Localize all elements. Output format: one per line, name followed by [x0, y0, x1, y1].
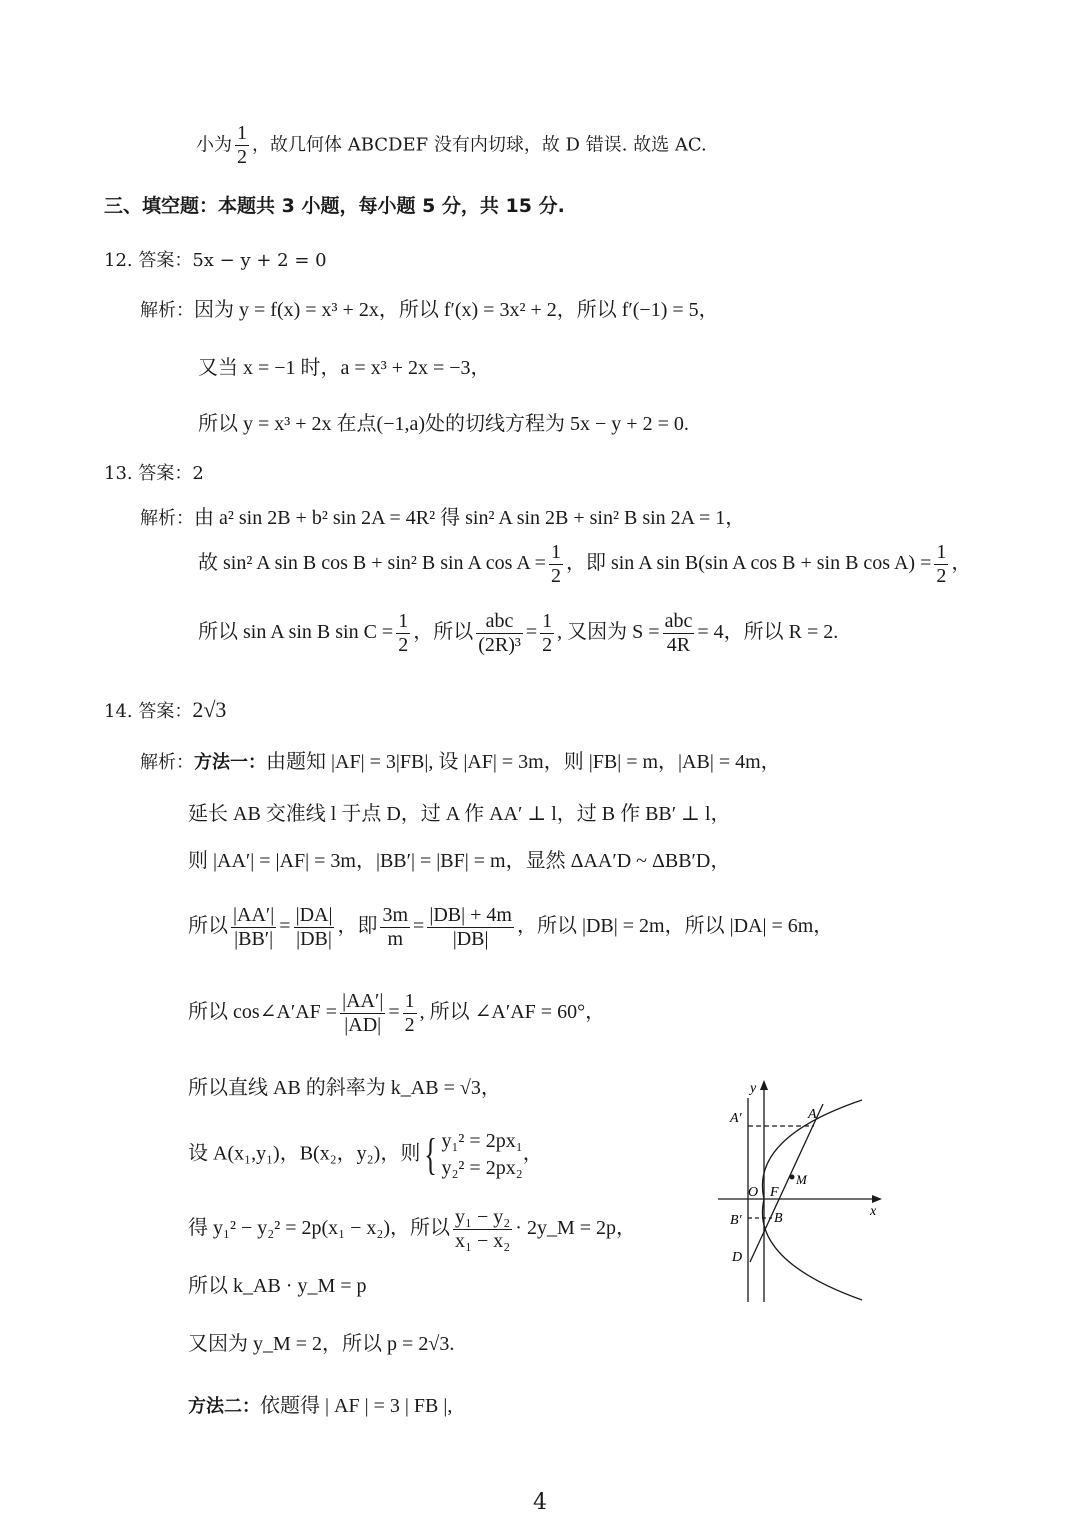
fraction-one-half: $\frac{1}{2}$: [404, 990, 415, 1036]
label-B: B: [774, 1211, 783, 1226]
point-M: [790, 1175, 795, 1180]
equation-system: y₁² = 2px₁ y₂² = 2px₂: [441, 1130, 523, 1179]
q13-answer: 13. 答案：2: [104, 463, 204, 484]
fraction-one-half: $\frac{1}{2}$: [398, 610, 409, 656]
line-AB: [750, 1104, 823, 1262]
parabola-diagram: [712, 1078, 892, 1308]
label-D: D: [732, 1250, 743, 1265]
label-F: F: [770, 1185, 779, 1200]
fraction-one-half: $\frac{1}{2}$: [936, 541, 947, 587]
section-heading: 三、填空题：本题共 3 小题，每小题 5 分，共 15 分.: [104, 195, 565, 217]
fraction-DA-over-DB: $\frac{|DA|}{|DB|}$: [295, 904, 333, 950]
label-B-prime: B′: [730, 1213, 742, 1228]
fraction-one-half: $\frac{1}{2}$: [542, 610, 553, 656]
fraction-one-half: $\frac{1}{2}$: [550, 541, 561, 587]
q13-analysis-line3: 所以 sin A sin B sin C = $\frac{1}{2}$ ，所以 $\frac{\text{abc}}{\text{(2R)³}}$ = $\frac{1}{2}$ , 又因为 S = $\frac{\text{abc}}{4R}$ = 4，所以 R = 2.: [198, 610, 839, 656]
q14-method1-line2: 延长 AB 交准线 l 于点 D，过 A 作 AA′ ⊥ l，过 B 作 BB′ ⊥ l，: [188, 803, 731, 825]
q14-method1-line4: 所以 $\frac{|AA'|}{|BB'|}$ = $\frac{|DA|}{|DB|}$ ，即 $\frac{3m}{m}$ = $\frac{|DB| + 4m}{|DB|}$ ，所以 |DB| = 2m，所以 |DA| = 6m，: [188, 904, 834, 950]
q14-method1-line6: 所以直线 AB 的斜率为 k_AB = √3，: [188, 1077, 501, 1099]
label-A-prime: A′: [730, 1111, 742, 1126]
fraction-dy-over-dx: $\frac{\text{y₁ − y₂}}{\text{x₁ − x₂}}$: [455, 1206, 511, 1252]
q14-method2-line1: 方法二：依题得 | AF | = 3 | FB |,: [188, 1395, 453, 1417]
x-axis-arrow: [872, 1195, 882, 1203]
q13-analysis-line1: 解析：由 a² sin 2B + b² sin 2A = 4R² 得 sin² A sin 2B + sin² B sin 2A = 1，: [140, 507, 746, 529]
label-O: O: [748, 1185, 759, 1200]
fraction-one-half: $\frac{1}{2}$: [237, 122, 247, 168]
fraction-AA-over-BB: $\frac{|AA'|}{|BB'|}$: [233, 904, 275, 950]
label-M: M: [796, 1172, 807, 1187]
q12-answer: 12. 答案：5x − y + 2 = 0: [104, 250, 327, 271]
q14-method1-line3: 则 |AA′| = |AF| = 3m，|BB′| = |BF| = m，显然 ΔAA′D ~ ΔBB′D，: [188, 850, 731, 872]
q14-method1-line5: 所以 cos∠A′AF = $\frac{|AA'|}{|AD|}$ = $\frac{1}{2}$ , 所以 ∠A′AF = 60°，: [188, 990, 606, 1036]
parabola-curve: [762, 1100, 862, 1300]
q12-analysis-line1: 解析：因为 y = f(x) = x³ + 2x，所以 f′(x) = 3x² + 2，所以 f′(−1) = 5，: [140, 299, 719, 321]
q14-method1-line10: 又因为 y_M = 2，所以 p = 2√3.: [188, 1333, 455, 1355]
fraction-3m-over-m: $\frac{3m}{m}$: [382, 904, 409, 950]
fraction-DB4m-over-DB: $\frac{|DB| + 4m}{|DB|}$: [429, 904, 512, 950]
y-axis-label: y: [750, 1081, 757, 1096]
fraction-AA-over-AD: $\frac{|AA'|}{|AD|}$: [342, 990, 384, 1036]
q14-method1-line9: 所以 k_AB · y_M = p: [188, 1275, 367, 1297]
q13-analysis-line2: 故 sin² A sin B cos B + sin² B sin A cos A = $\frac{1}{2}$ ，即 sin A sin B(sin A cos B + sin B cos A) = $\frac{1}{2}$ ，: [198, 541, 972, 587]
x-axis-label: x: [870, 1204, 877, 1219]
y-axis-arrow: [760, 1080, 768, 1090]
q12-analysis-line3: 所以 y = x³ + 2x 在点(−1,a)处的切线方程为 5x − y + 2 = 0.: [198, 413, 689, 435]
top-line: 小为 $\frac{1}{2}$ ，故几何体 ABCDEF 没有内切球，故 D 错误. 故选 AC.: [196, 122, 707, 168]
page-number: 4: [533, 1490, 547, 1515]
q14-method1-line1: 解析：方法一：由题知 |AF| = 3|FB|, 设 |AF| = 3m，则 |FB| = m，|AB| = 4m，: [140, 751, 781, 773]
q14-method1-line8: 得 y₁² − y₂² = 2p(x₁ − x₂)，所以 $\frac{\text{y₁ − y₂}}{\text{x₁ − x₂}}$ · 2y_M = 2p，: [188, 1206, 637, 1252]
q12-analysis-line2: 又当 x = −1 时，a = x³ + 2x = −3，: [198, 357, 491, 379]
q14-method1-line7: 设 A(x₁,y₁)，B(x₂，y₂)，则{ y₁² = 2px₁ y₂² = 2px₂ ，: [188, 1128, 543, 1182]
fraction-abc-over-4R: $\frac{\text{abc}}{4R}$: [664, 610, 693, 656]
fraction-abc-over-2R-cubed: $\frac{\text{abc}}{\text{(2R)³}}$: [478, 610, 521, 656]
q14-answer: 14. 答案：2√3: [104, 697, 227, 722]
left-brace: {: [424, 1130, 438, 1179]
label-A: A: [808, 1107, 817, 1122]
